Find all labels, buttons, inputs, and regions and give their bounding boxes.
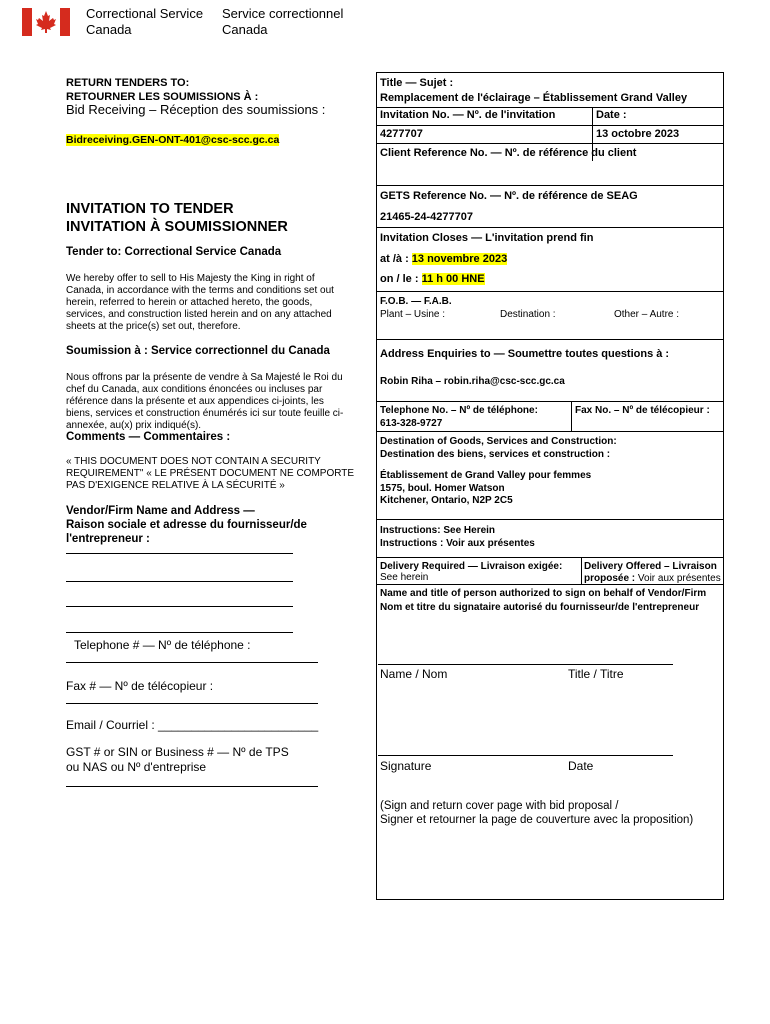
phone-label: Telephone No. – Nº de téléphone: <box>380 405 538 416</box>
bid-receiving-label: Bid Receiving – Réception des soumissions : <box>66 102 326 117</box>
closes-at-prefix: at /à : <box>380 253 412 265</box>
closes-at-value: 13 novembre 2023 <box>411 253 508 265</box>
security-note <box>66 456 354 492</box>
gets-reference-label: GETS Reference No. — Nº. de référence de SEAG <box>380 190 638 202</box>
name-title-field-line[interactable] <box>378 664 673 665</box>
vendor-label <box>66 504 307 546</box>
fax-label: Fax # — Nº de télécopieur : <box>66 679 214 693</box>
maple-leaf-icon <box>35 10 57 34</box>
org-name-en <box>86 6 203 38</box>
fax-field-line[interactable] <box>66 703 318 704</box>
signature-date-label: Date <box>568 759 594 773</box>
org-name-fr-line2: Canada <box>222 22 268 37</box>
delivery-offered-value: Voir aux présentes <box>635 572 721 584</box>
title-field-label: Title / Titre <box>568 667 624 681</box>
instructions-line2: Instructions : Voir aux présentes <box>380 538 535 549</box>
offer-fr-line: biens, services et construction énumérés ici sur toute feuille ci- <box>66 408 344 419</box>
return-note-line2: Signer et retourner la page de couverture avec la proposition) <box>380 814 694 826</box>
name-label: Name / Nom <box>380 667 448 681</box>
offer-en-line: herein, referred to herein or attached hereto, the goods, <box>66 297 313 308</box>
authorized-line1: Name and title of person authorized to sign on behalf of Vendor/Firm <box>380 588 707 599</box>
gst-field-line[interactable] <box>66 786 318 787</box>
document-title <box>66 200 288 236</box>
invitation-row <box>377 107 723 125</box>
other-label: Other – Autre : <box>614 309 680 320</box>
fob-cell <box>377 291 723 339</box>
offer-text-en <box>66 273 334 333</box>
bid-receiving-email[interactable]: Bidreceiving.GEN-ONT-401@csc-scc.gc.ca <box>66 134 280 146</box>
offer-en-line: We hereby offer to sell to His Majesty the King in right of <box>66 273 315 284</box>
destination-label: Destination : <box>500 309 556 320</box>
document-title-en: INVITATION TO TENDER <box>66 201 234 217</box>
authorized-line2: Nom et titre du signataire autorisé du fournisseur/de l'entrepreneur <box>380 602 700 613</box>
telephone-field-line[interactable] <box>66 662 318 663</box>
offer-fr-line: référence dans la présente et aux appendices ci-joints, les <box>66 396 324 407</box>
vendor-label-line: Vendor/Firm Name and Address — <box>66 505 255 517</box>
offer-en-line: Canada, in accordance with the terms and conditions set out <box>66 285 334 296</box>
authorized-signatory-label <box>380 587 706 615</box>
return-tenders-fr: RETOURNER LES SOUMISSIONS À : <box>66 91 259 103</box>
instructions-text <box>380 524 535 550</box>
delivery-offered-label2: proposée : <box>584 572 636 584</box>
gst-label-line2: ou NAS ou Nº d'entreprise <box>66 760 207 774</box>
delivery-divider <box>581 557 582 584</box>
gst-label-line1: GST # or SIN or Business # — Nº de TPS <box>66 745 289 759</box>
closes-date-line <box>380 253 507 265</box>
offer-fr-line: annexée, au(x) prix indiqué(s). <box>66 420 202 431</box>
destination-goods-line1: Destination of Goods, Services and Construction: <box>380 436 617 447</box>
instructions-cell <box>377 519 723 557</box>
tender-to: Tender to: Correctional Service Canada <box>66 246 282 258</box>
closes-on-value: 11 h 00 HNE <box>421 273 485 285</box>
gets-reference-cell <box>377 185 723 227</box>
invitation-closes-label: Invitation Closes — L'invitation prend fin <box>380 232 594 244</box>
security-note-line: « THIS DOCUMENT DOES NOT CONTAIN A SECURITY <box>66 456 321 467</box>
destination-address <box>380 470 591 508</box>
return-cover-note <box>380 799 693 827</box>
address-line1: Établissement de Grand Valley pour femmes <box>380 470 592 481</box>
title-section <box>380 76 722 106</box>
vendor-label-line: Raison sociale et adresse du fournisseur/de <box>66 519 307 531</box>
invitation-no-label: Invitation No. — Nº. de l'invitation <box>380 109 556 121</box>
vendor-field-line[interactable] <box>66 553 293 554</box>
closes-time-line <box>380 273 485 285</box>
title-value: Remplacement de l'éclairage – Établissement Grand Valley <box>380 92 688 104</box>
org-name-en-line1: Correctional Service <box>86 6 204 21</box>
offer-text-fr <box>66 372 343 432</box>
title-label: Title — Sujet : <box>380 77 454 89</box>
phone-fax-divider <box>571 401 572 431</box>
comments-label: Comments — Commentaires : <box>66 431 231 443</box>
delivery-row <box>377 557 723 584</box>
client-reference-cell <box>377 143 723 185</box>
offer-en-line: sheets at the price(s) set out, therefore. <box>66 321 241 332</box>
enquiries-cell <box>377 339 723 401</box>
contact-name-email[interactable]: Robin Riha – robin.riha@csc-scc.gc.ca <box>380 376 565 387</box>
vendor-label-line: l'entrepreneur : <box>66 533 150 545</box>
destination-goods-line2: Destination des biens, services et construction : <box>380 449 611 460</box>
tender-info-box <box>376 72 724 900</box>
invitation-closes-cell <box>377 227 723 291</box>
canada-flag-logo <box>22 8 70 36</box>
fob-label: F.O.B. — F.A.B. <box>380 296 452 307</box>
return-tenders-en: RETURN TENDERS TO: <box>66 77 190 89</box>
email-label[interactable]: Email / Courriel : ________________________ <box>66 718 319 732</box>
security-note-line: PAS D'EXIGENCE RELATIVE À LA SÉCURITÉ » <box>66 480 285 491</box>
invitation-values-row <box>377 125 723 143</box>
plant-label: Plant – Usine : <box>380 309 446 320</box>
return-tenders-heading <box>66 76 258 104</box>
gst-label <box>66 745 289 775</box>
signature-label: Signature <box>380 759 432 773</box>
date-value: 13 octobre 2023 <box>596 128 680 140</box>
fax-no-label: Fax No. – Nº de télécopieur : <box>575 405 710 416</box>
telephone-label: Telephone # — Nº de téléphone : <box>74 638 251 652</box>
delivery-required-value: See herein <box>380 572 429 583</box>
offer-fr-line: chef du Canada, aux conditions énoncées ou incluses par <box>66 384 323 395</box>
vendor-field-line[interactable] <box>66 606 293 607</box>
delivery-offered <box>584 561 721 584</box>
invitation-no-value: 4277707 <box>380 128 423 140</box>
address-line3: Kitchener, Ontario, N2P 2C5 <box>380 495 513 506</box>
destination-goods-label <box>380 435 617 461</box>
closes-on-prefix: on / le : <box>380 273 422 285</box>
offer-en-line: services, and construction listed herein and on any attached <box>66 309 332 320</box>
org-name-en-line2: Canada <box>86 22 132 37</box>
address-line2: 1575, boul. Homer Watson <box>380 482 505 494</box>
org-name-fr <box>222 6 343 38</box>
vendor-field-line[interactable] <box>66 632 293 633</box>
date-label: Date : <box>596 109 627 121</box>
destination-goods-cell <box>377 431 723 519</box>
document-title-fr: INVITATION À SOUMISSIONNER <box>66 219 288 235</box>
phone-value: 613-328-9727 <box>380 418 443 429</box>
delivery-required-label: Delivery Required — Livraison exigée: <box>380 561 563 572</box>
gets-reference-value: 21465-24-4277707 <box>380 211 473 223</box>
phone-fax-row <box>377 401 723 431</box>
client-reference-label: Client Reference No. — Nº. de référence du client <box>380 147 637 159</box>
enquiries-label: Address Enquiries to — Soumettre toutes questions à : <box>380 348 670 360</box>
org-name-fr-line1: Service correctionnel <box>222 6 344 21</box>
signature-field-line[interactable] <box>378 755 673 756</box>
security-note-line: REQUIREMENT" « LE PRÉSENT DOCUMENT NE COMPORTE <box>66 468 355 479</box>
soumission-a: Soumission à : Service correctionnel du Canada <box>66 345 330 357</box>
vendor-field-line[interactable] <box>66 581 293 582</box>
offer-fr-line: Nous offrons par la présente de vendre à Sa Majesté le Roi du <box>66 372 343 383</box>
delivery-offered-label: Delivery Offered – Livraison <box>584 561 717 572</box>
instructions-line1: Instructions: See Herein <box>380 525 496 536</box>
return-note-line1: (Sign and return cover page with bid proposal / <box>380 800 619 812</box>
signature-section <box>377 584 723 900</box>
